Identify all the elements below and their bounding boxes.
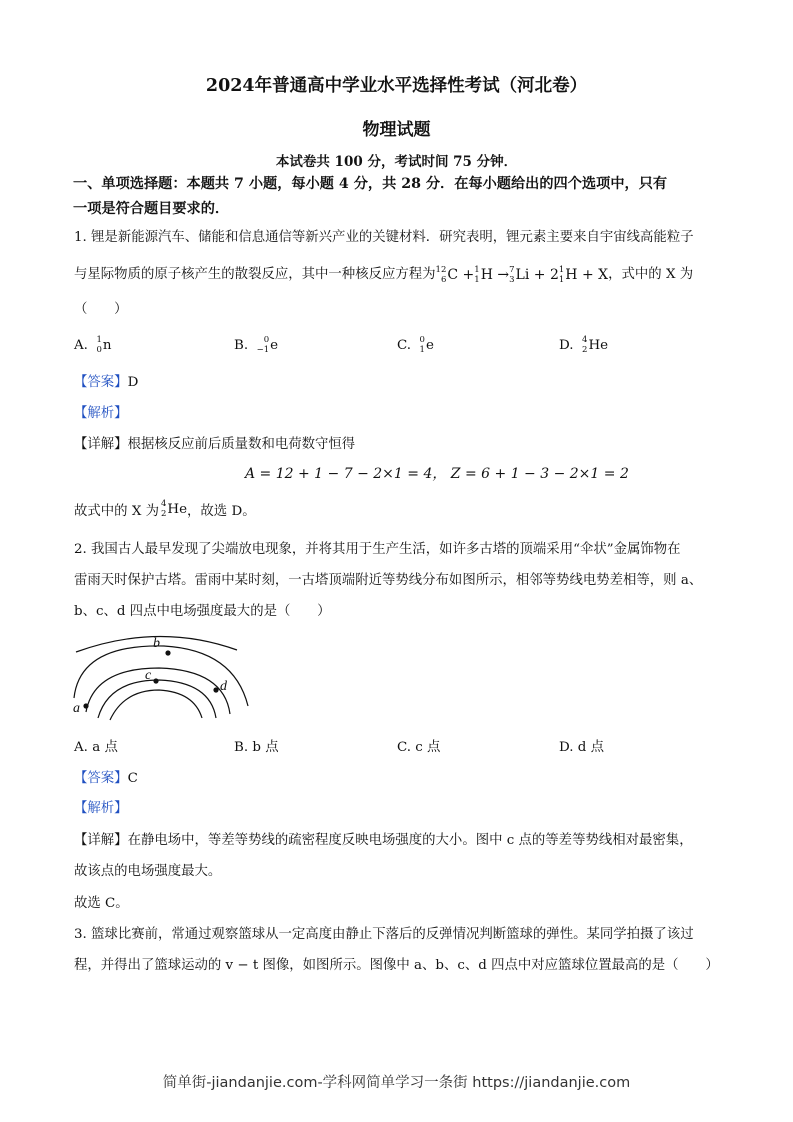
detail-tag: 【详解】 <box>74 437 128 452</box>
q1-reaction-equation: 12 6 C + 1 1 H → 7 3 Li + 2 1 1 H + X <box>435 264 609 285</box>
option-letter: A. <box>74 337 88 353</box>
option-letter: D. <box>559 337 574 353</box>
section-heading-line1: 一、单项选择题：本题共 7 小题，每小题 4 分，共 28 分．在每小题给出的四个选项中，只有 <box>73 176 668 192</box>
option-symbol: He <box>588 337 609 353</box>
q2-option-b <box>234 736 279 755</box>
q2-analysis: 【解析】 <box>74 801 128 816</box>
q1-option-c <box>397 335 434 355</box>
q2-line3: b、c、d 四点中电场强度最大的是（ ） <box>74 604 331 619</box>
detail-tag: 【详解】 <box>74 833 128 848</box>
label-b: b <box>153 636 160 651</box>
q1-analysis: 【解析】 <box>74 406 128 421</box>
exam-subtitle: 物理试题 <box>362 120 431 140</box>
q2-answer <box>74 767 138 786</box>
q2-line1: 2. 我国古人最早发现了尖端放电现象，并将其用于生产生活，如许多古塔的顶端采用“伞状”金属饰物在 <box>74 542 681 557</box>
option-symbol: n <box>102 337 112 353</box>
q1-line2-prefix: 与星际物质的原子核产生的散裂反应，其中一种核反应方程为 <box>74 267 436 282</box>
section-heading-line2: 一项是符合题目要求的． <box>73 201 230 217</box>
equipotential-figure <box>64 628 254 728</box>
option-charge: −1 <box>256 345 270 355</box>
c-mass: 12 <box>435 264 447 275</box>
c-symbol: C <box>447 266 459 283</box>
answer-tag: 【答案】 <box>74 771 128 786</box>
li-charge: 3 <box>509 274 515 285</box>
option-mass: 0 <box>419 335 425 345</box>
option-text: b 点 <box>252 740 279 755</box>
option-charge: 2 <box>582 345 588 355</box>
point-b-marker <box>165 650 170 655</box>
option-text: c 点 <box>415 740 441 755</box>
answer-value: D <box>127 375 139 390</box>
option-charge: 1 <box>419 345 425 355</box>
q2-option-d <box>559 736 604 755</box>
equipotential-line-2 <box>74 646 248 706</box>
point-a-marker <box>83 703 88 708</box>
answer-value: C <box>127 771 138 786</box>
q2-option-a <box>74 736 118 755</box>
option-symbol: e <box>425 337 434 353</box>
q2-conclusion: 故选 C。 <box>74 896 129 911</box>
page-footer: 简单街-jiandanjie.com-学科网简单学习一条街 https://jiandanjie.com <box>162 1075 631 1091</box>
h2-coef: 2 <box>549 266 559 283</box>
option-letter: C. <box>397 740 412 755</box>
option-text: a 点 <box>92 740 118 755</box>
equipotential-line-3 <box>86 668 230 714</box>
conclusion-prefix: 故式中的 X 为 <box>74 503 159 519</box>
q1-option-d <box>559 335 608 355</box>
point-c-marker <box>153 678 158 683</box>
conclusion-suffix: ，故选 D。 <box>187 503 256 519</box>
exam-title: 2024年普通高中学业水平选择性考试（河北卷） <box>205 76 588 96</box>
option-letter: B. <box>234 740 249 755</box>
arrow-icon: → <box>497 266 510 283</box>
detail-text: 在静电场中，等差等势线的疏密程度反映电场强度的大小。图中 c 点的等差等势线相对最密集， <box>127 833 693 848</box>
q1-answer <box>74 371 138 390</box>
option-text: d 点 <box>577 740 605 755</box>
conclusion-charge: 2 <box>161 509 167 519</box>
option-letter: A. <box>74 740 88 755</box>
conclusion-symbol: He <box>167 501 188 517</box>
q1-option-a <box>74 335 112 355</box>
option-symbol: e <box>270 337 279 353</box>
option-charge: 0 <box>96 345 102 355</box>
option-letter: B. <box>234 337 249 353</box>
detail-text: 根据核反应前后质量数和电荷数守恒得 <box>127 437 356 452</box>
c-charge: 6 <box>440 274 447 285</box>
q1-conclusion <box>74 499 256 519</box>
h2-symbol: H <box>565 266 578 283</box>
option-mass: 0 <box>263 335 270 345</box>
q2-line2: 雷雨天时保护古塔。雷雨中某时刻，一古塔顶端附近等势线分布如图所示，相邻等势线电势差相等，则 a、 <box>74 573 703 588</box>
answer-tag: 【答案】 <box>74 375 128 390</box>
option-mass: 4 <box>582 335 588 345</box>
li-mass: 7 <box>509 264 515 275</box>
q2-detail-line1 <box>74 829 693 848</box>
equipotential-line-4 <box>98 680 216 718</box>
label-a: a <box>73 701 80 716</box>
q2-detail-line2: 故该点的电场强度最大。 <box>74 864 222 879</box>
q3-line2: 程，并得出了篮球运动的 v − t 图像，如图所示。图像中 a、b、c、d 四点中对应篮球位置最高的是（ ） <box>74 958 719 973</box>
option-letter: C. <box>397 337 412 353</box>
conclusion-mass: 4 <box>161 499 167 509</box>
q2-option-c <box>397 736 440 755</box>
q1-option-b <box>234 335 278 355</box>
q1-formula: A = 12 + 1 − 7 − 2×1 = 4， Z = 6 + 1 − 3 − 2×1 = 2 <box>245 466 629 482</box>
h-charge: 1 <box>474 274 480 285</box>
x-symbol: X <box>598 266 609 283</box>
equipotential-line-5 <box>110 690 202 720</box>
label-d: d <box>220 679 227 694</box>
option-mass: 1 <box>96 335 102 345</box>
li-symbol: Li <box>515 266 530 283</box>
q1-line1: 1. 锂是新能源汽车、储能和信息通信等新兴产业的关键材料．研究表明，锂元素主要来自宇宙线高能粒子 <box>74 230 694 245</box>
q1-detail <box>74 433 355 452</box>
q1-line2-suffix: ，式中的 X 为 <box>608 267 694 282</box>
q1-line3: （ ） <box>74 302 128 317</box>
option-letter: D. <box>559 740 574 755</box>
h-mass: 1 <box>474 264 480 275</box>
q1-line2 <box>74 263 693 285</box>
q3-line1: 3. 篮球比赛前，常通过观察篮球从一定高度由静止下落后的反弹情况判断篮球的弹性。某同学拍摄了该过 <box>74 927 694 942</box>
label-c: c <box>145 668 152 683</box>
exam-note: 本试卷共 100 分，考试时间 75 分钟． <box>275 154 518 170</box>
h-symbol: H <box>480 266 493 283</box>
point-d-marker <box>213 687 218 692</box>
h2-mass: 1 <box>558 264 565 275</box>
h2-charge: 1 <box>558 274 565 285</box>
